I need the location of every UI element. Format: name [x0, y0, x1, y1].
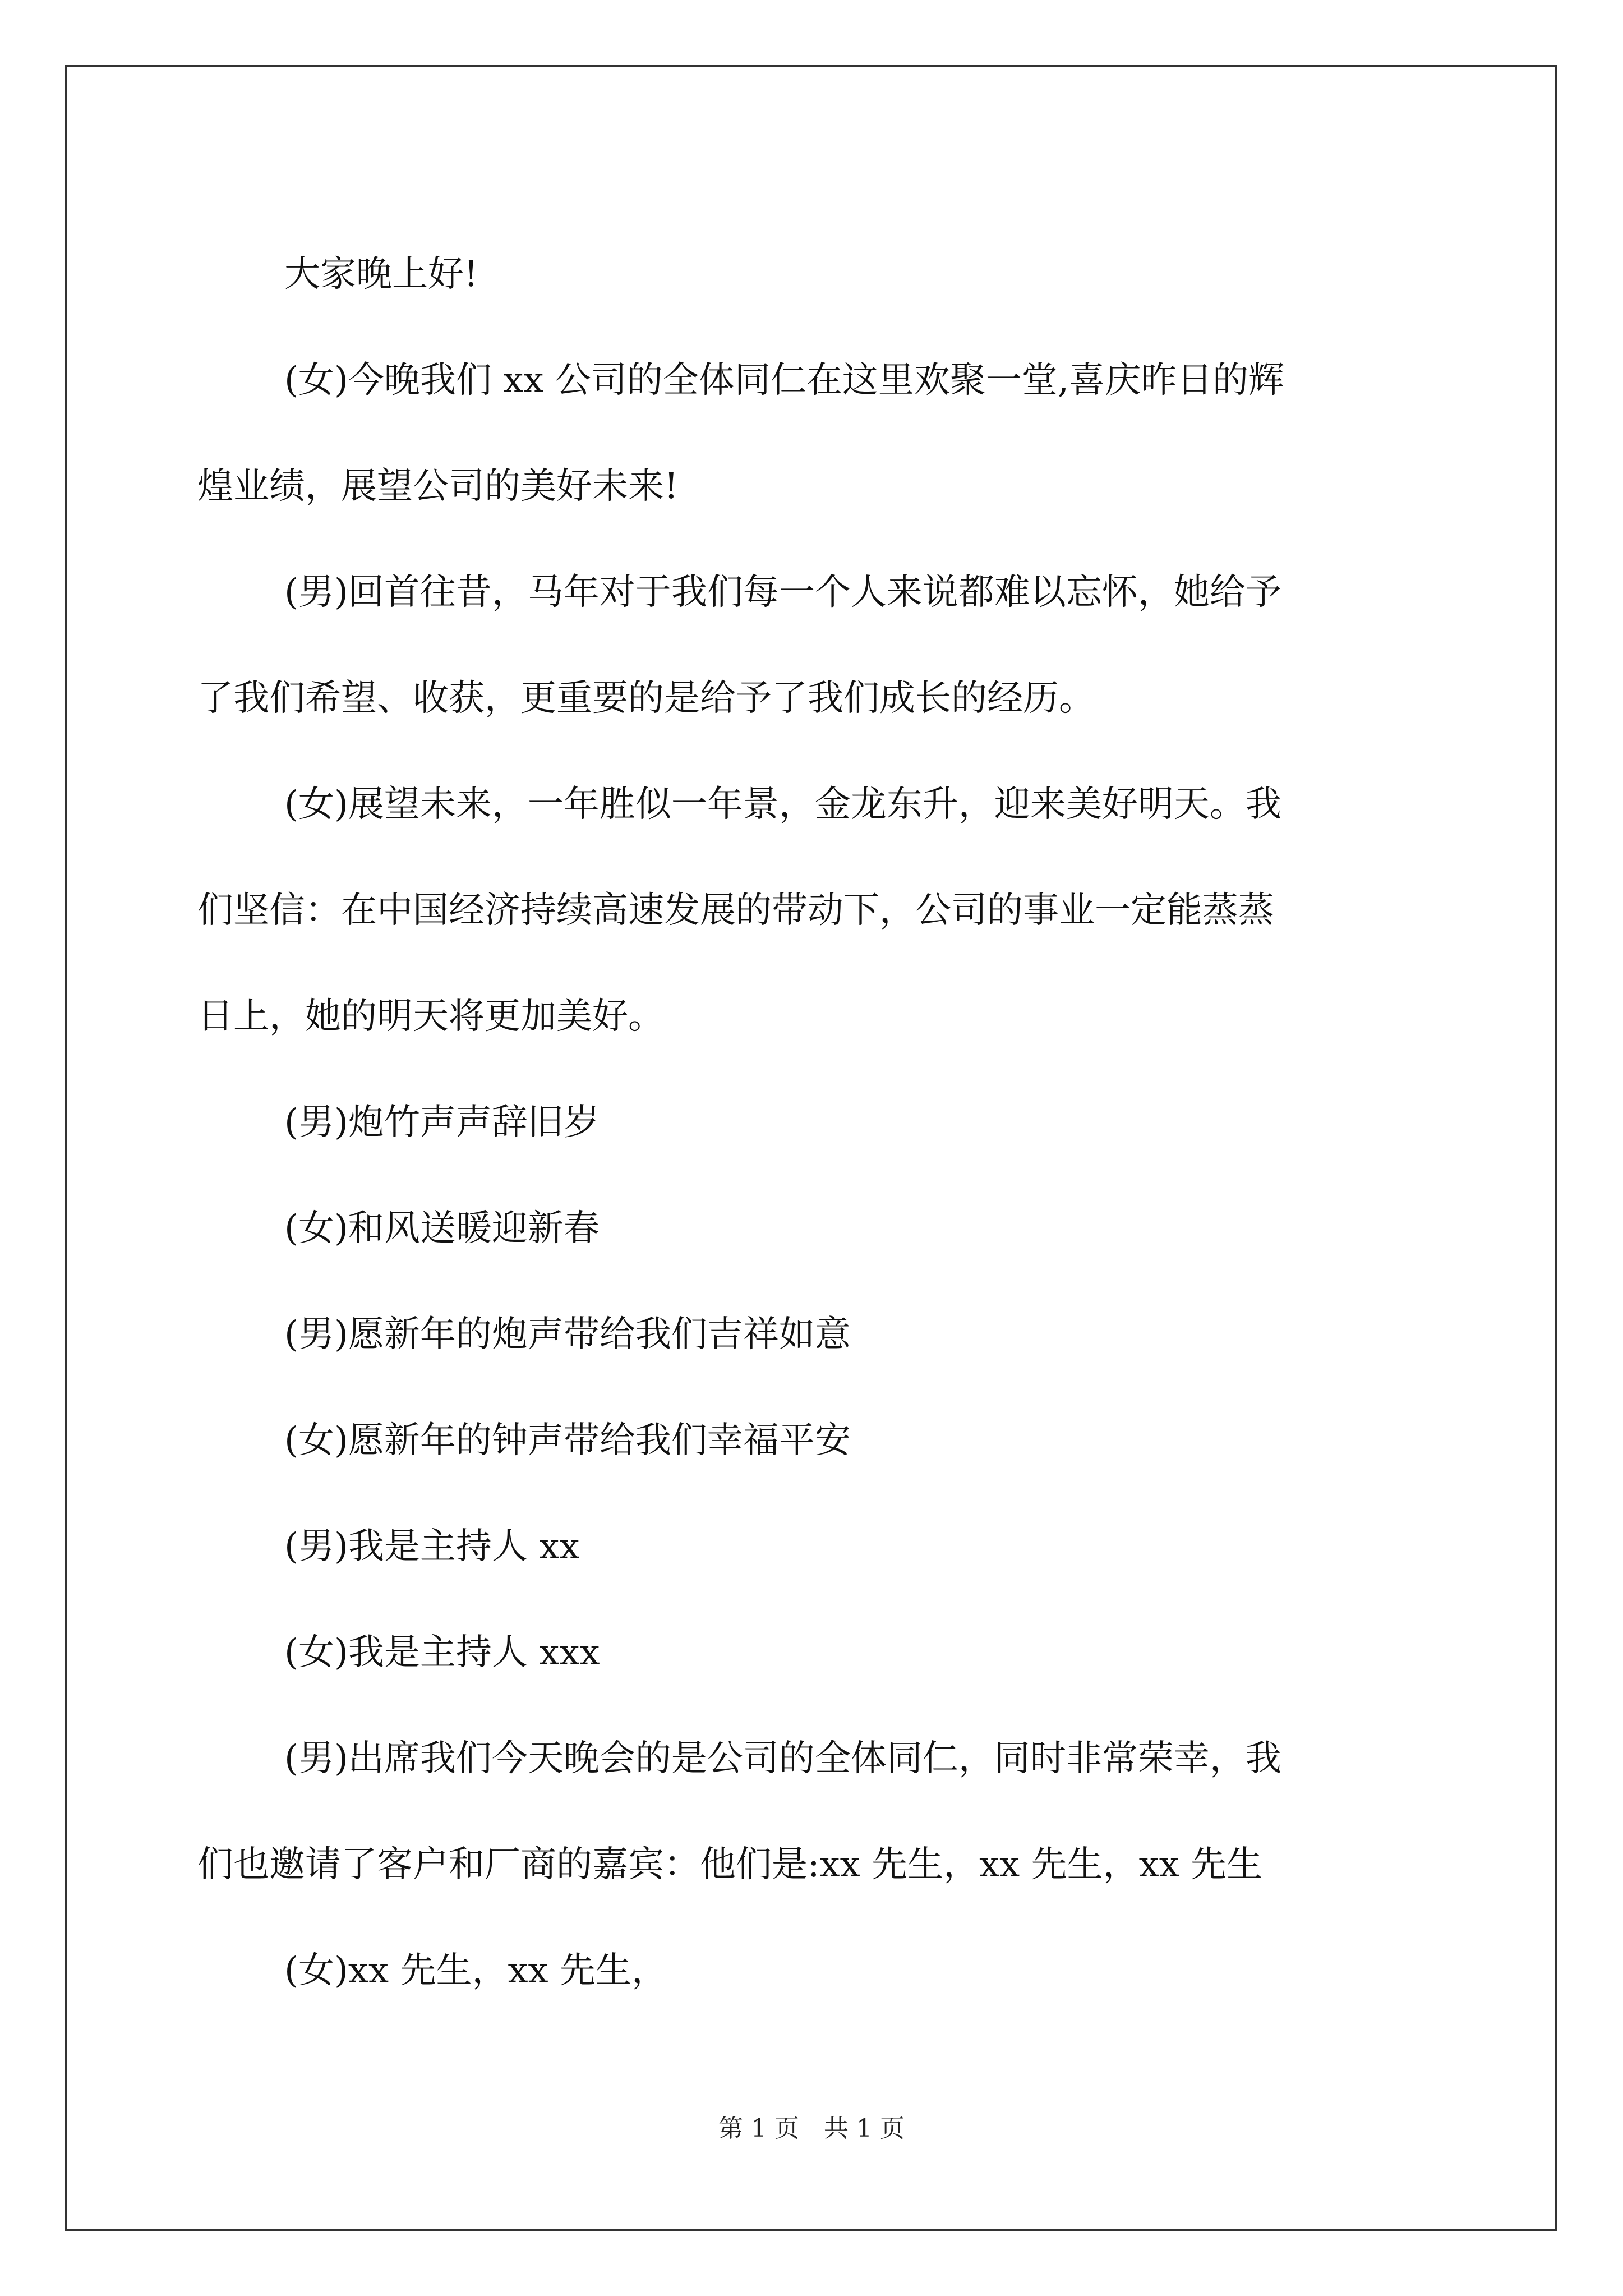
- paragraph-line: (女)我是主持人 xxx: [284, 1632, 600, 1673]
- paragraph-line: 了我们希望、收获，更重要的是给予了我们成长的经历。: [197, 678, 1095, 719]
- paragraph-line: (男)回首往昔，马年对于我们每一个人来说都难以忘怀，她给予: [284, 572, 1281, 613]
- paragraph-line: 大家晚上好!: [284, 254, 478, 295]
- paragraph-line: (女)xx 先生，xx 先生，: [284, 1950, 667, 1991]
- paragraph-line: (女)展望未来，一年胜似一年景，金龙东升，迎来美好明天。我: [284, 784, 1281, 825]
- paragraph-line: (男)我是主持人 xx: [284, 1526, 580, 1567]
- paragraph-10: [197, 1706, 1431, 1918]
- paragraph-3: [197, 752, 1431, 1070]
- paragraph-8: [197, 1494, 1431, 1600]
- paragraph-6: [197, 1282, 1431, 1388]
- paragraph-greeting: [197, 222, 1431, 328]
- paragraph-1: [197, 328, 1431, 540]
- paragraph-9: [197, 1600, 1431, 1706]
- paragraph-line: (男)炮竹声声辞旧岁: [284, 1102, 600, 1143]
- paragraph-7: [197, 1388, 1431, 1494]
- paragraph-line: (女)今晚我们 xx 公司的全体同仁在这里欢聚一堂,喜庆昨日的辉: [284, 360, 1285, 401]
- paragraph-line: 们坚信：在中国经济持续高速发展的带动下，公司的事业一定能蒸蒸: [197, 890, 1274, 931]
- paragraph-line: (女)和风送暖迎新春: [284, 1208, 600, 1249]
- paragraph-2: [197, 540, 1431, 752]
- paragraph-11: [197, 1918, 1431, 2024]
- paragraph-4: [197, 1070, 1431, 1176]
- paragraph-line: 日上，她的明天将更加美好。: [197, 996, 664, 1037]
- paragraph-5: [197, 1176, 1431, 1282]
- paragraph-line: (男)愿新年的炮声带给我们吉祥如意: [284, 1314, 851, 1355]
- page-footer: 第 1 页 共 1 页: [718, 2114, 905, 2143]
- paragraph-line: 们也邀请了客户和厂商的嘉宾：他们是:xx 先生，xx 先生，xx 先生: [197, 1844, 1263, 1885]
- paragraph-line: (男)出席我们今天晚会的是公司的全体同仁，同时非常荣幸，我: [284, 1738, 1281, 1779]
- paragraph-line: (女)愿新年的钟声带给我们幸福平安: [284, 1420, 851, 1461]
- paragraph-line: 煌业绩，展望公司的美好未来!: [197, 466, 679, 507]
